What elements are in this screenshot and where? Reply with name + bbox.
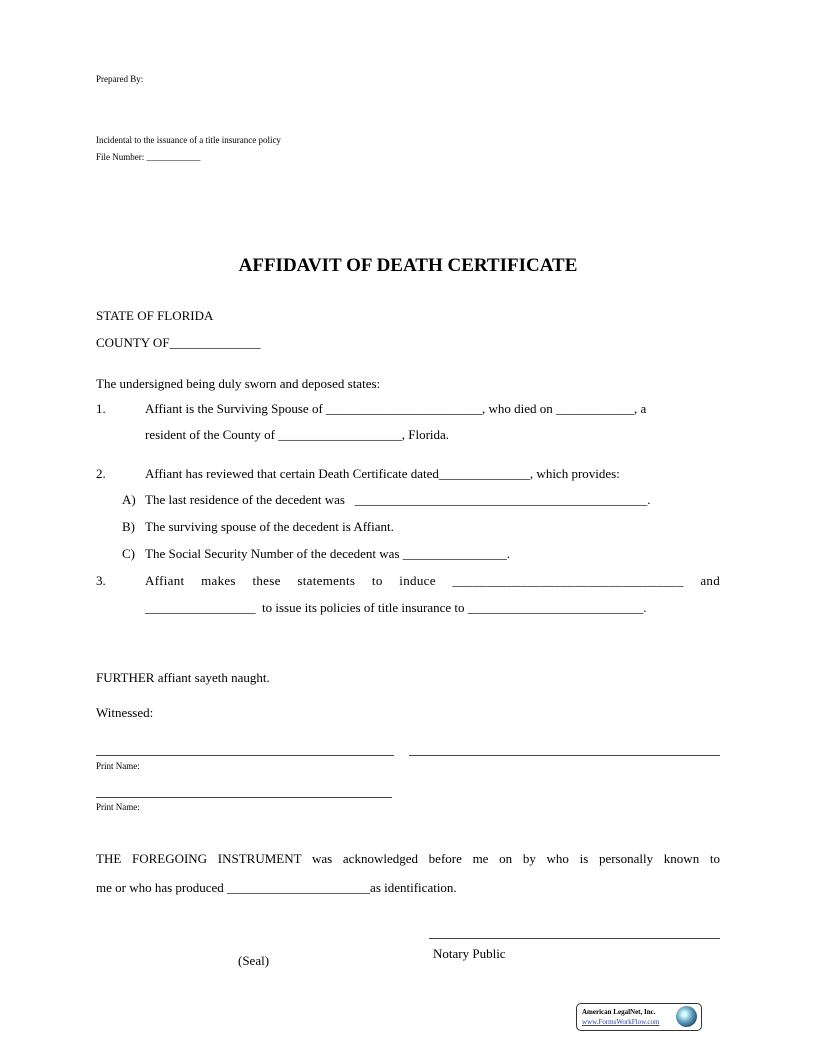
print-name-1: Print Name: [96, 761, 140, 771]
subitem-a-text: The last residence of the decedent was _____________________________________________. [145, 492, 651, 507]
further-statement: FURTHER affiant sayeth naught. [96, 670, 270, 685]
subitem-b-text: The surviving spouse of the decedent is Affiant. [145, 519, 394, 534]
notary-public-label: Notary Public [433, 946, 506, 961]
witnessed-label: Witnessed: [96, 705, 154, 720]
affiant-signature-line [409, 755, 720, 756]
state: STATE OF FLORIDA [96, 308, 214, 323]
file-number: File Number: ____________ [96, 152, 201, 162]
item-1-number: 1. [96, 401, 106, 416]
intro: The undersigned being duly sworn and deposed states: [96, 376, 381, 391]
prepared-by: Prepared By: [96, 74, 144, 84]
item-1-line1: Affiant is the Surviving Spouse of ________________________, who died on ____________, a [145, 401, 647, 416]
subitem-b-label: B) [122, 519, 135, 534]
american-legalnet-logo [576, 1003, 702, 1031]
item-3-line2: _________________ to issue its policies of title insurance to ___________________________. [145, 600, 647, 615]
witness-2-signature-line [96, 797, 392, 798]
notary-signature-line [429, 938, 720, 939]
subitem-c-label: C) [122, 546, 135, 561]
globe-icon [676, 1006, 697, 1027]
item-3-line1: Affiant makes these statements to induce __________________________________ and [145, 573, 720, 588]
incidental-note: Incidental to the issuance of a title insurance policy [96, 135, 281, 145]
witness-1-signature-line [96, 755, 394, 756]
item-3-number: 3. [96, 573, 106, 588]
print-name-2: Print Name: [96, 802, 140, 812]
acknowledgment-line1: THE FOREGOING INSTRUMENT was acknowledged before me on by who is personally known to [96, 851, 720, 866]
subitem-c-text: The Social Security Number of the decedent was ________________. [145, 546, 510, 561]
item-2-line1: Affiant has reviewed that certain Death Certificate dated______________, which provides: [145, 466, 620, 481]
seal-label: (Seal) [238, 953, 270, 968]
document-title: AFFIDAVIT OF DEATH CERTIFICATE [238, 255, 578, 276]
county: COUNTY OF______________ [96, 335, 261, 350]
logo-company-name: American LegalNet, Inc. [582, 1008, 656, 1016]
acknowledgment-line2: me or who has produced ______________________as identification. [96, 880, 457, 895]
item-2-number: 2. [96, 466, 106, 481]
subitem-a-label: A) [122, 492, 136, 507]
logo-url-link[interactable]: www.FormsWorkFlow.com [582, 1018, 660, 1026]
item-1-line2: resident of the County of ___________________, Florida. [145, 427, 450, 442]
